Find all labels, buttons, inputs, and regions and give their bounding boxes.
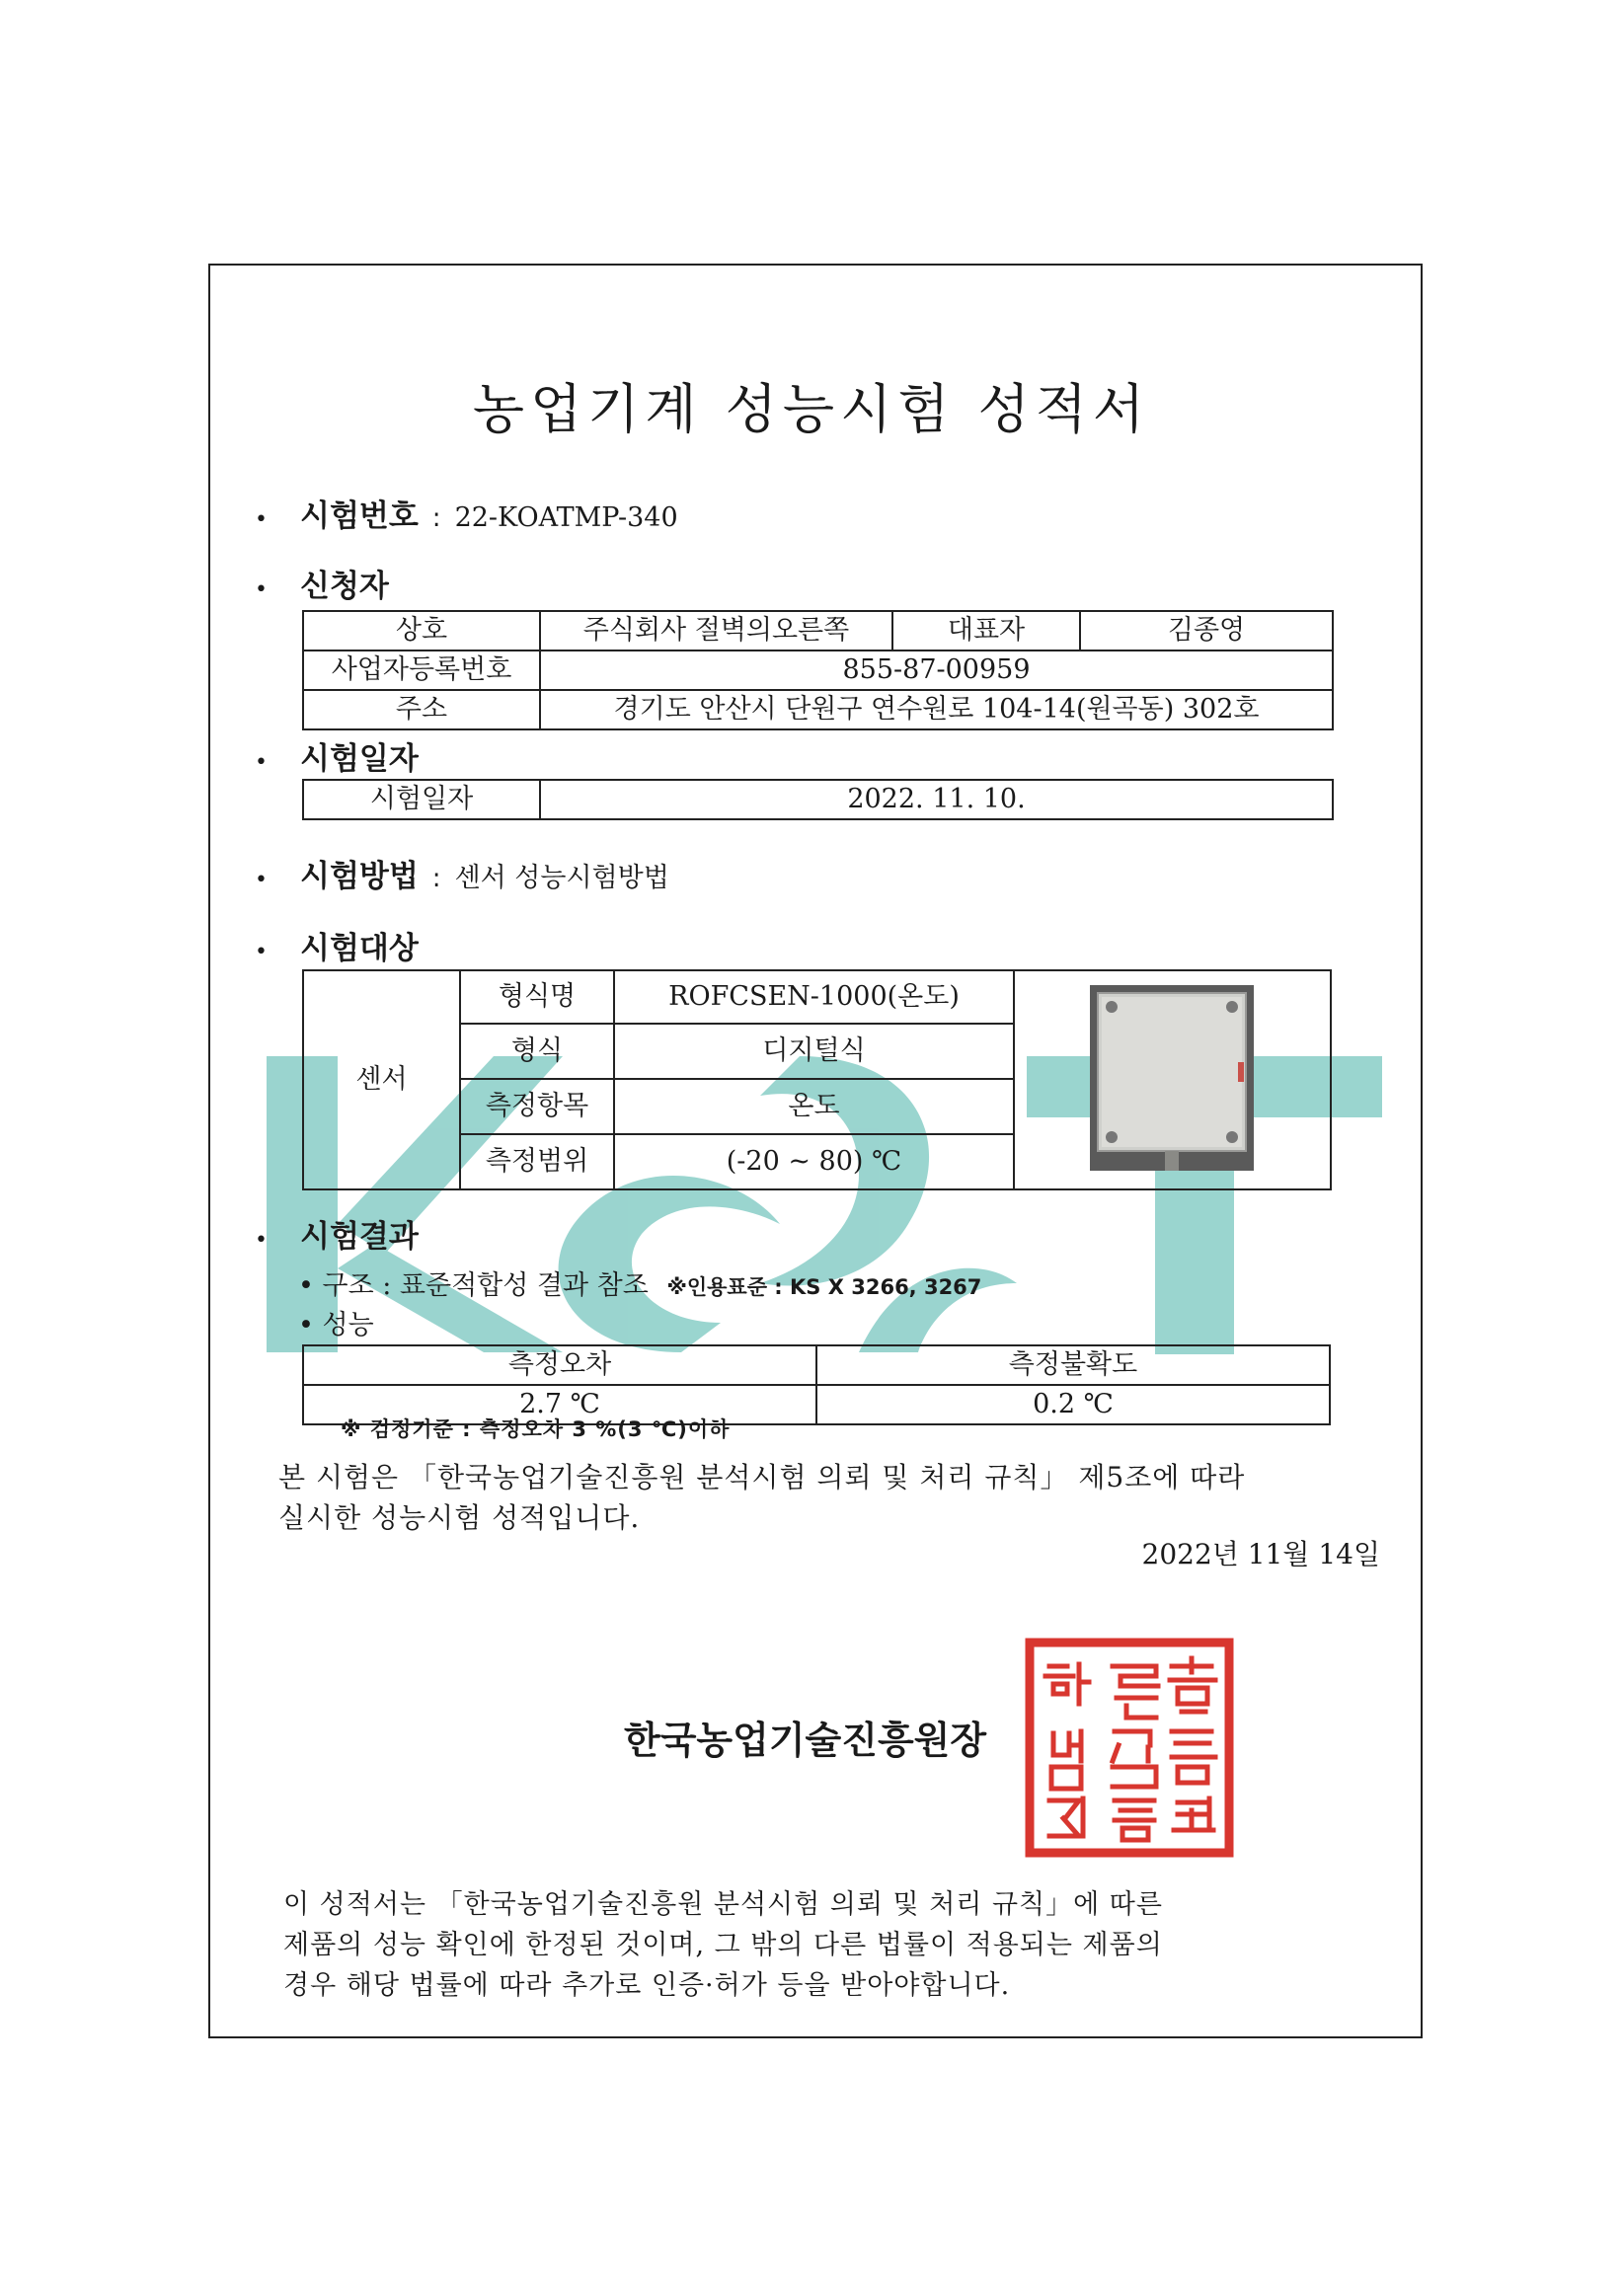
test-target-heading [255, 923, 419, 967]
measurement-range-label: 측정범위 [460, 1134, 614, 1189]
footer-line-2: 제품의 성능 확인에 한정된 것이며, 그 밖의 다른 법률이 적용되는 제품의 [283, 1930, 1163, 1960]
bullet-icon: • [255, 940, 268, 964]
bullet-icon: • [255, 750, 268, 775]
test-method-value: 센서 성능시험방법 [454, 863, 669, 893]
business-number-value: 855-87-00959 [540, 651, 1333, 690]
test-date-heading [255, 733, 419, 778]
representative-label: 대표자 [892, 611, 1080, 651]
measurement-range-value: (-20 ~ 80) ℃ [614, 1134, 1014, 1189]
test-number-line [255, 491, 678, 535]
error-value: 2.7 ℃ [303, 1385, 816, 1424]
uncertainty-header: 측정불확도 [816, 1345, 1330, 1385]
type-label: 형식 [460, 1024, 614, 1079]
footer-line-3: 경우 해당 법률에 따라 추가로 인증·허가 등을 받아야합니다. [283, 1970, 1011, 2001]
model-name-value: ROFCSEN-1000(온도) [614, 970, 1014, 1024]
statement-line-1: 본 시험은 「한국농업기술진흥원 분석시험 의뢰 및 처리 규칙」 제5조에 따라 [278, 1461, 1246, 1493]
official-seal [1024, 1637, 1235, 1859]
address-value: 경기도 안산시 단원구 연수원로 104-14(원곡동) 302호 [540, 690, 1333, 729]
address-label: 주소 [303, 690, 540, 729]
structure-text: • 구조 : 표준적합성 결과 참조 [298, 1270, 649, 1301]
document-title: 농업기계 성능시험 성적서 [472, 378, 1151, 440]
uncertainty-value: 0.2 ℃ [816, 1385, 1330, 1424]
representative-value: 김종영 [1080, 611, 1333, 651]
table-row [303, 780, 1333, 819]
bullet-icon: • [255, 1228, 268, 1253]
test-target-table [302, 969, 1332, 1190]
table-row [303, 690, 1333, 729]
test-date-table [302, 779, 1334, 820]
test-target-label: 시험대상 [300, 931, 419, 966]
company-name-value: 주식회사 절벽의오른쪽 [540, 611, 892, 651]
bullet-icon: • [255, 577, 268, 602]
issuer-name: 한국농업기술진흥원장 [624, 1719, 987, 1762]
results-label: 시험결과 [300, 1219, 419, 1255]
type-value: 디지털식 [614, 1024, 1014, 1079]
test-date-value: 2022. 11. 10. [540, 780, 1333, 819]
structure-line [298, 1263, 981, 1302]
table-row [303, 611, 1333, 651]
test-date-row-label: 시험일자 [303, 780, 540, 819]
error-header: 측정오차 [303, 1345, 816, 1385]
company-name-label: 상호 [303, 611, 540, 651]
test-method-label: 시험방법 [300, 859, 419, 894]
test-number-value: 22-KOATMP-340 [454, 502, 678, 533]
test-date-label: 시험일자 [300, 741, 419, 777]
measurement-item-label: 측정항목 [460, 1079, 614, 1134]
measurement-item-value: 온도 [614, 1079, 1014, 1134]
table-row [303, 651, 1333, 690]
issue-date: 2022년 11월 14일 [1141, 1538, 1380, 1570]
performance-line: • 성능 [298, 1310, 374, 1340]
results-heading [255, 1211, 419, 1256]
statement-line-2: 실시한 성능시험 성적입니다. [278, 1501, 641, 1534]
product-photo-cell [1014, 970, 1331, 1189]
table-row [303, 970, 1331, 1024]
test-number-colon: : [431, 503, 441, 533]
criterion-note: ※ 검정기준 : 측정오차 3 %(3 ℃)이하 [341, 1417, 731, 1441]
business-number-label: 사업자등록번호 [303, 651, 540, 690]
table-row [303, 1345, 1330, 1385]
cited-standard: ※인용표준 : KS X 3266, 3267 [666, 1275, 982, 1299]
sensor-photo [1084, 981, 1262, 1179]
bullet-icon: • [255, 868, 268, 892]
model-name-label: 형식명 [460, 970, 614, 1024]
test-method-line [255, 851, 669, 895]
test-number-label: 시험번호 [300, 498, 419, 534]
applicant-table [302, 610, 1334, 730]
footer-line-1: 이 성적서는 「한국농업기술진흥원 분석시험 의뢰 및 처리 규칙」에 따른 [283, 1889, 1163, 1920]
applicant-label: 신청자 [300, 569, 389, 604]
bullet-icon: • [255, 507, 268, 532]
category-cell: 센서 [303, 970, 460, 1189]
test-method-colon: : [431, 864, 441, 893]
applicant-heading [255, 561, 389, 605]
